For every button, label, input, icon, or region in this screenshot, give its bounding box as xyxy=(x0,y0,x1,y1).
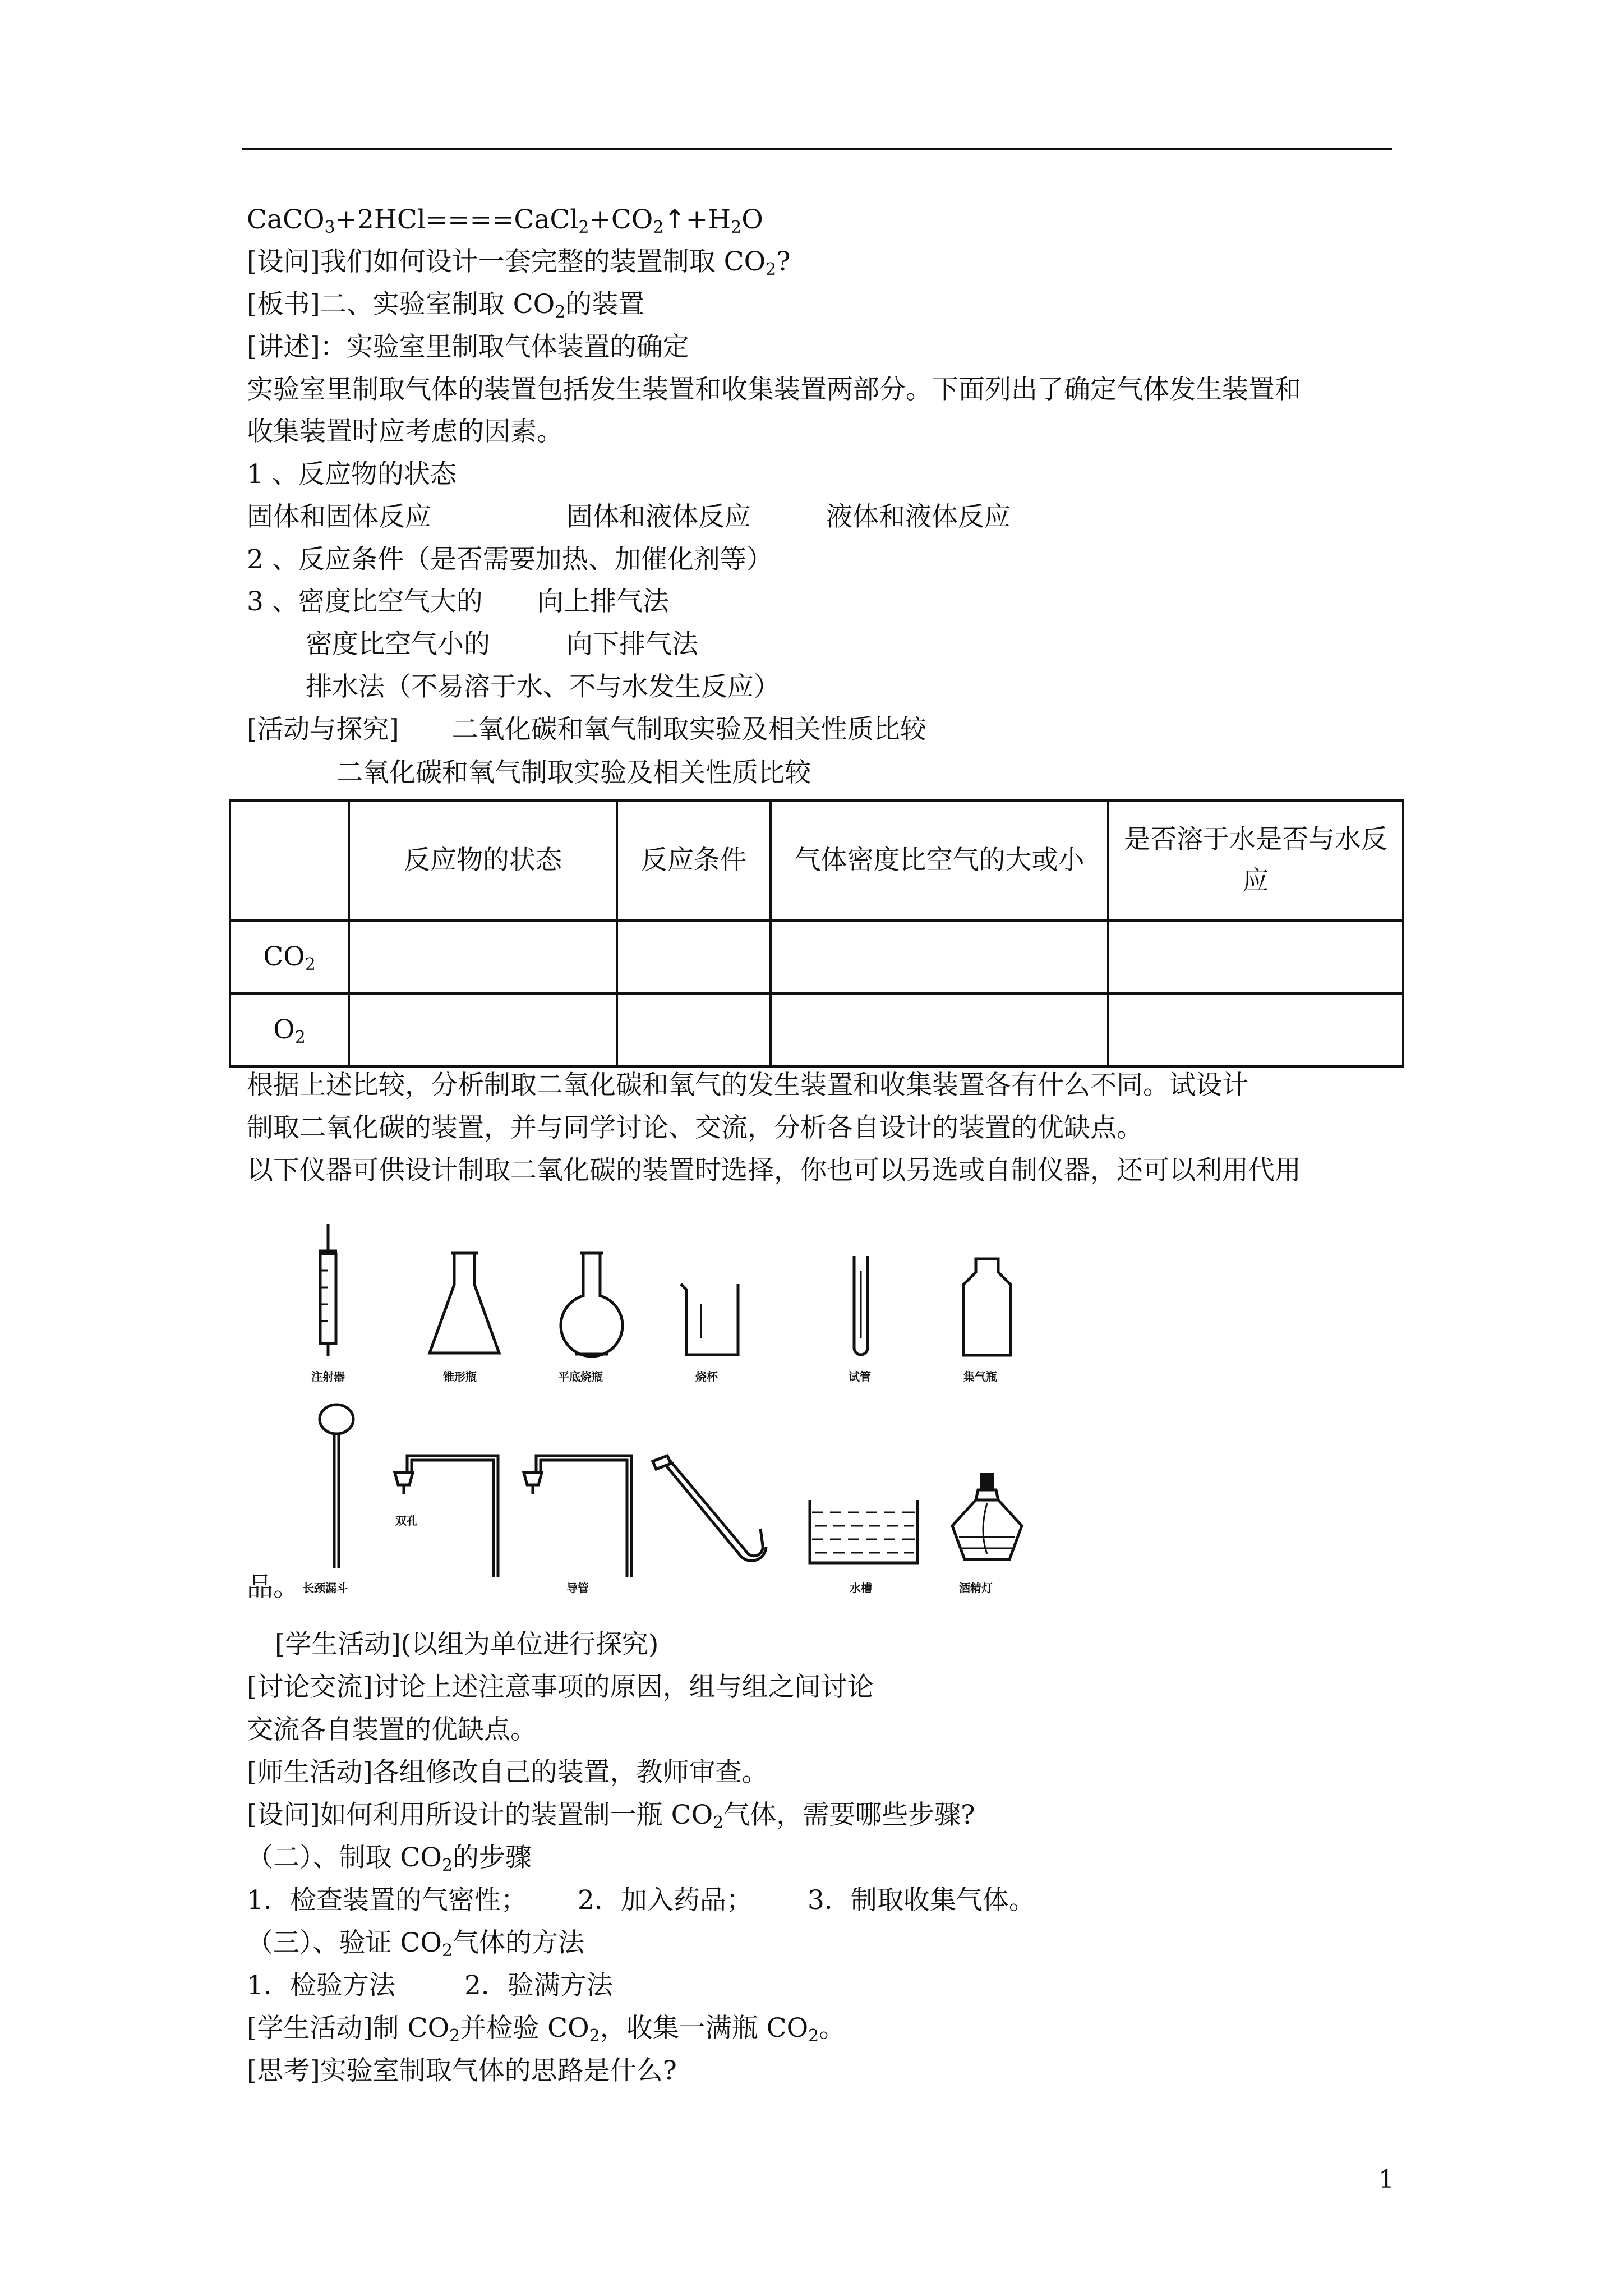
beaker-label: 烧杯 xyxy=(695,1370,718,1383)
conical-flask-figure xyxy=(425,1251,504,1358)
factor-1-option-2: 固体和液体反应 xyxy=(566,501,751,532)
comparison-table xyxy=(229,799,1404,1068)
factor-2: 2 、反应条件（是否需要加热、加催化剂等） xyxy=(247,544,773,575)
gas-bottle-label: 集气瓶 xyxy=(963,1370,997,1383)
factor-3-lighter: 密度比空气小的 xyxy=(306,629,490,660)
header-reaction-condition: 反应条件 xyxy=(617,800,771,921)
question-2: [设问]如何利用所设计的装置制一瓶 $CO_2$气体，需要哪些步骤? xyxy=(247,1800,975,1833)
table-title: 二氧化碳和氧气制取实验及相关性质比较 xyxy=(336,757,811,788)
header-cell-empty xyxy=(230,800,349,921)
table-row xyxy=(230,993,1403,1066)
factor-1-option-3: 液体和液体反应 xyxy=(826,501,1011,532)
header-gas-density: 气体密度比空气的大或小 xyxy=(771,800,1108,921)
factor-3-heavier-method: 向上排气法 xyxy=(537,586,669,617)
verify-heading: （三）、验证 $CO_2$气体的方法 xyxy=(247,1927,585,1961)
table-cell xyxy=(771,921,1108,993)
row-label-o2: $O_2$ xyxy=(230,993,349,1066)
factor-3-lighter-method: 向下排气法 xyxy=(566,629,698,660)
table-cell xyxy=(617,993,771,1066)
teacher-student-activity: [师生活动]各组修改自己的装置，教师审查。 xyxy=(247,1757,768,1788)
tube-label: 导管 xyxy=(566,1581,589,1595)
student-activity-2: [学生活动]制 $CO_2$并检验 $CO_2$，收集一满瓶 $CO_2$。 xyxy=(247,2013,846,2046)
water-trough-figure xyxy=(808,1498,920,1565)
step-2: 2．加入药品； xyxy=(578,1885,753,1916)
test-tube-label: 试管 xyxy=(849,1370,871,1383)
analysis-line-2: 制取二氧化碳的装置，并与同学讨论、交流，分析各自设计的装置的优缺点。 xyxy=(247,1112,1143,1143)
table-cell xyxy=(1108,921,1403,993)
header-solubility: 是否溶于水是否与水反应 xyxy=(1108,800,1403,921)
step-3: 3．制取收集气体。 xyxy=(808,1885,1035,1916)
table-cell xyxy=(349,993,617,1066)
thinking-question: [思考]实验室制取气体的思路是什么? xyxy=(247,2055,677,2086)
row-label-co2: $CO_2$ xyxy=(230,921,349,993)
conical-flask-label: 锥形瓶 xyxy=(443,1370,477,1383)
gas-bottle-figure xyxy=(959,1257,1015,1358)
long-funnel-figure xyxy=(314,1402,359,1571)
flat-flask-label: 平底烧瓶 xyxy=(558,1370,603,1383)
table-cell xyxy=(349,921,617,993)
alcohol-lamp-figure xyxy=(948,1470,1026,1565)
factor-3-heavier: 3 、密度比空气大的 xyxy=(247,586,483,617)
table-row xyxy=(230,921,1403,993)
paragraph-1-line-1: 实验室里制取气体的装置包括发生装置和收集装置两部分。下面列出了确定气体发生装置和 xyxy=(247,374,1301,405)
analysis-line-1: 根据上述比较，分析制取二氧化碳和氧气的发生装置和收集装置各有什么不同。试设计 xyxy=(247,1070,1248,1101)
beaker-figure xyxy=(679,1282,746,1358)
flat-flask-figure xyxy=(555,1251,628,1358)
steps-heading: （二）、制取 $CO_2$的步骤 xyxy=(247,1842,532,1875)
header-rule xyxy=(242,148,1392,150)
bent-glass-tube-figure xyxy=(651,1450,768,1568)
discussion-line-2: 交流各自装置的优缺点。 xyxy=(247,1714,537,1745)
instruction-line-2: 品。 xyxy=(247,1572,299,1603)
table-cell xyxy=(617,921,771,993)
table-cell xyxy=(1108,993,1403,1066)
water-trough-label: 水槽 xyxy=(850,1581,872,1595)
question-1: [设问]我们如何设计一套完整的装置制取 $CO_2$? xyxy=(247,246,791,279)
instruction-line-1: 以下仪器可供设计制取二氧化碳的装置时选择，你也可以另选或自制仪器，还可以利用代用 xyxy=(247,1155,1301,1186)
delivery-tube-figure xyxy=(522,1450,639,1579)
verify-method-2: 2．验满方法 xyxy=(464,1970,613,2001)
factor-1: 1 、反应物的状态 xyxy=(247,459,457,490)
test-tube-figure xyxy=(850,1254,872,1360)
lecture-line: [讲述]：实验室里制取气体装置的确定 xyxy=(247,332,689,362)
activity-heading: [活动与探究] 二氧化碳和氧气制取实验及相关性质比较 xyxy=(247,714,926,745)
page-number: 1 xyxy=(1378,2165,1394,2194)
factor-1-option-1: 固体和固体反应 xyxy=(247,501,431,532)
paragraph-1-line-2: 收集装置时应考虑的因素。 xyxy=(247,416,563,447)
table-header-row xyxy=(230,800,1403,921)
alcohol-lamp-label: 酒精灯 xyxy=(959,1581,993,1595)
factor-3-water: 排水法（不易溶于水、不与水发生反应） xyxy=(306,671,780,702)
long-funnel-label: 长颈漏斗 xyxy=(303,1581,348,1595)
double-hole-label: 双孔 xyxy=(395,1514,418,1527)
step-1: 1．检查装置的气密性； xyxy=(247,1885,527,1916)
syringe-figure xyxy=(311,1223,345,1358)
discussion-line-1: [讨论交流]讨论上述注意事项的原因，组与组之间讨论 xyxy=(247,1672,874,1703)
table-cell xyxy=(771,993,1108,1066)
student-activity-1: [学生活动](以组为单位进行探究) xyxy=(275,1629,659,1660)
verify-method-1: 1．检验方法 xyxy=(247,1970,395,2001)
syringe-label: 注射器 xyxy=(311,1370,345,1383)
reaction-equation: $CaCO_3+2HCl====CaCl_2+CO_2↑+H_2O$ xyxy=(247,204,763,237)
header-reactant-state: 反应物的状态 xyxy=(349,800,617,921)
board-note: [板书]二、实验室制取 $CO_2$的装置 xyxy=(247,289,645,322)
